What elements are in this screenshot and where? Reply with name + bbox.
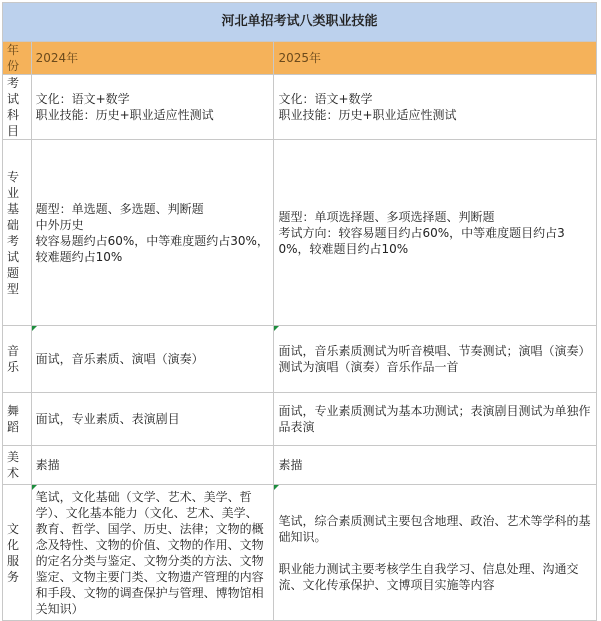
- text-line: 中外历史: [35, 217, 84, 232]
- label-line: 服务: [7, 553, 20, 584]
- text-line: 文化：语文+数学: [278, 92, 373, 106]
- row-dance: [3, 393, 597, 446]
- text-line: 职业技能：历史+职业适应性测试: [35, 108, 214, 122]
- label-line: 题型: [7, 265, 20, 296]
- cell-2024-subjects: [31, 75, 274, 140]
- label-line: 考试: [7, 233, 20, 264]
- cell-2025-subjects: [274, 75, 597, 140]
- header-2025: 2025年: [274, 42, 597, 75]
- text-line: 职业技能：历史+职业适应性测试: [278, 108, 457, 122]
- paragraph-gap: [278, 545, 592, 561]
- cell-2024-art: 素描: [31, 446, 274, 485]
- title-row: [3, 3, 597, 42]
- row-label-culture: [3, 485, 32, 621]
- row-label-art: 美术: [3, 446, 32, 485]
- text-line: 题型：单项选择题、多项选择题、判断题: [278, 209, 495, 224]
- row-culture: [3, 485, 597, 621]
- cell-2025-music: 面试，音乐素质测试为听音模唱、节奏测试；演唱（演奏）测试为演唱（演奏）音乐作品一首: [274, 326, 597, 393]
- row-art: [3, 446, 597, 485]
- text-line: 文化：语文+数学: [35, 92, 130, 106]
- header-row: [3, 42, 597, 75]
- exam-table-container: [2, 2, 597, 621]
- cell-2025-dance: 面试，专业素质测试为基本功测试；表演剧目测试为单独作品表演: [274, 393, 597, 446]
- row-music: [3, 326, 597, 393]
- text-line: 考试方向：较容易题目约占60%，中等难度题目约占30%，较难题目约占10%: [278, 225, 565, 256]
- cell-2024-music: 面试，音乐素质、演唱（演奏）: [31, 326, 274, 393]
- label-line: 考试: [7, 76, 20, 106]
- text-line: 职业能力测试主要考核学生自我学习、信息处理、沟通交流、文化传承保护、文博项目实施等内容: [278, 561, 579, 592]
- table-title: 河北单招考试八类职业技能: [3, 3, 597, 42]
- row-label-subjects: [3, 75, 32, 140]
- text-line: 较容易题约占60%，中等难度题约占30%，较难题约占10%: [35, 233, 269, 264]
- row-label-music: 音乐: [3, 326, 32, 393]
- cell-2025-professional: [274, 140, 597, 326]
- cell-2024-culture: 笔试，文化基础（文学、艺术、美学、哲学）、文化基本能力（文化、艺术、美学、教育、哲学、国学、历史、法律；文物的概念及特性、文物的价值、文物的作用、文物的定名分类与鉴定、文物分类的方法、文物鉴定、文物主要门类、文物遗产管理的内容和手段、文物的调查保护与管理、博物馆相关知识）: [31, 485, 274, 621]
- row-label-professional: [3, 140, 32, 326]
- cell-2024-professional: [31, 140, 274, 326]
- label-line: 基础: [7, 201, 20, 232]
- header-year: 年份: [3, 42, 32, 75]
- text-line: 题型：单选题、多选题、判断题: [35, 201, 204, 216]
- cell-2024-dance: 面试，专业素质、表演剧目: [31, 393, 274, 446]
- text-line: 笔试，综合素质测试主要包含地理、政治、艺术等学科的基础知识。: [278, 513, 591, 544]
- row-subjects: [3, 75, 597, 140]
- label-line: 科目: [7, 108, 20, 138]
- label-line: 专业: [7, 169, 20, 200]
- cell-2025-art: 素描: [274, 446, 597, 485]
- exam-table: [2, 2, 597, 621]
- label-line: 文化: [7, 521, 20, 552]
- cell-2025-culture: [274, 485, 597, 621]
- row-professional: [3, 140, 597, 326]
- header-2024: 2024年: [31, 42, 274, 75]
- row-label-dance: 舞蹈: [3, 393, 32, 446]
